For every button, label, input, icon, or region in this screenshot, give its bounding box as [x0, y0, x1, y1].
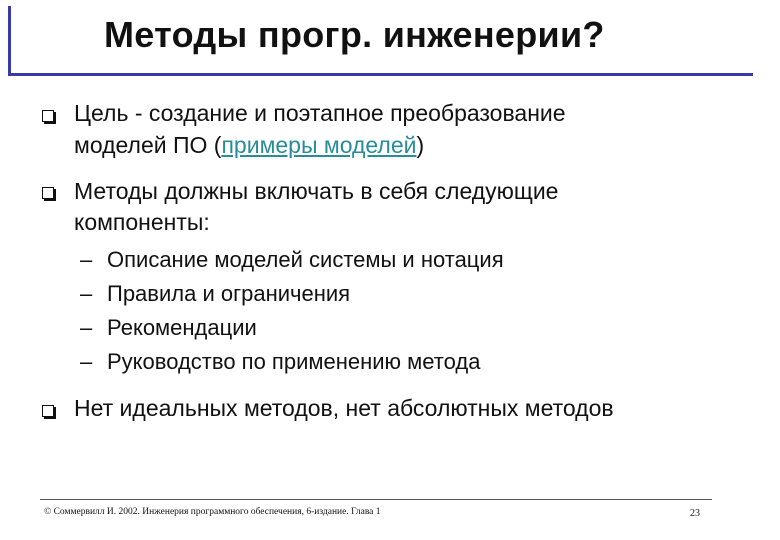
bullet-square-icon [42, 110, 54, 122]
sub-bullet-dash: – [80, 315, 93, 340]
bullet-2-line-1: Методы должны включать в себя следующие [74, 178, 559, 204]
page-title: Методы прогр. инженерии? [104, 14, 605, 55]
sub-bullet-dash: – [80, 349, 93, 374]
bullet-2-line-2: компоненты: [74, 209, 210, 235]
footer-divider [40, 499, 712, 500]
sub-bullet-item: Правила и ограничения [107, 281, 351, 306]
sub-bullet-item: Описание моделей системы и нотация [107, 247, 504, 272]
sub-bullet-item: Рекомендации [107, 315, 257, 340]
model-examples-link[interactable]: примеры моделей [221, 132, 417, 158]
title-frame-bottom-line [8, 73, 753, 76]
title-frame-left-line [8, 6, 11, 76]
bullet-square-icon [42, 405, 54, 417]
sub-bullet-dash: – [80, 247, 93, 272]
bullet-1-suffix: ) [416, 132, 425, 158]
bullet-3-line-1: Нет идеальных методов, нет абсолютных методов [74, 395, 614, 421]
footer-copyright: © Соммервилл И. 2002. Инженерия программного обеспечения, 6-издание. Глава 1 [44, 507, 381, 517]
page-number: 23 [690, 508, 700, 519]
sub-bullet-item: Руководство по применению метода [107, 349, 481, 374]
sub-bullet-dash: – [80, 281, 93, 306]
bullet-1-prefix: моделей ПО ( [74, 132, 222, 158]
bullet-1-line-1: Цель - создание и поэтапное преобразование [74, 100, 566, 126]
bullet-1-line-2 [74, 130, 424, 161]
bullet-square-icon [42, 187, 54, 199]
